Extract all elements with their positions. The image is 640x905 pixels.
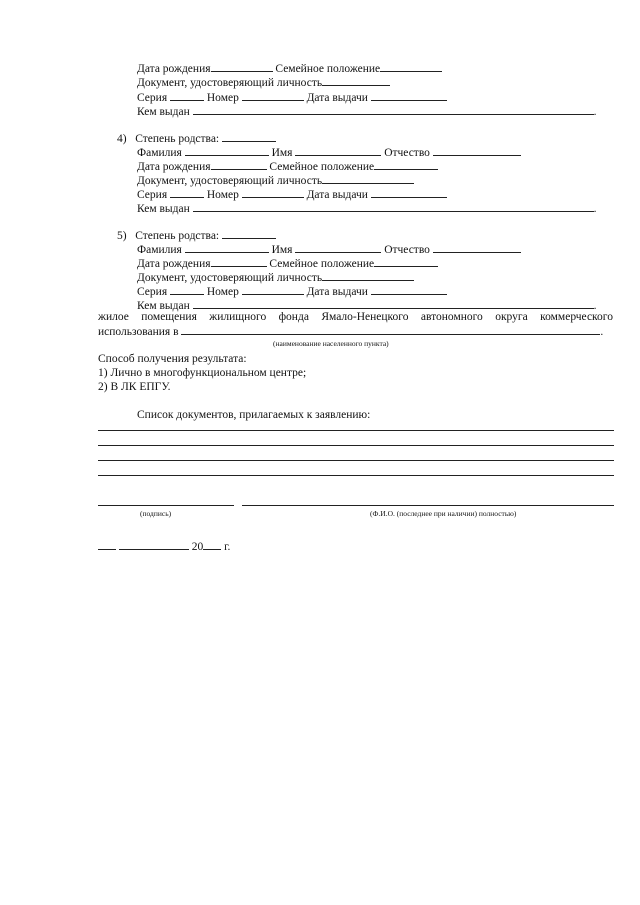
birth-date-label: Дата рождения (137, 63, 211, 75)
name-label: Имя (271, 147, 293, 159)
number-field[interactable] (242, 284, 304, 295)
section-5-name-row (137, 242, 521, 256)
result-heading: Способ получения результата: (98, 353, 247, 365)
marital-status-label: Семейное положение (269, 258, 375, 270)
number-label: Номер (206, 286, 239, 298)
section-5-birth-row (137, 256, 438, 270)
year-prefix: 20 (191, 541, 204, 553)
issued-by-field[interactable] (193, 104, 594, 115)
birth-date-row (137, 61, 442, 75)
series-label: Серия (137, 92, 168, 104)
result-option-mfc: 1) Лично в многофункциональном центре; (98, 367, 307, 379)
series-label: Серия (137, 286, 168, 298)
patronymic-label: Отчество (384, 147, 430, 159)
result-option-epgu: 2) В ЛК ЕПГУ. (98, 381, 171, 393)
series-label: Серия (137, 189, 168, 201)
marital-status-label: Семейное положение (269, 161, 375, 173)
signature-caption: (подпись) (140, 509, 172, 518)
relation-label: Степень родства: (135, 230, 220, 242)
issue-date-label: Дата выдачи (306, 189, 368, 201)
signature-line[interactable] (98, 505, 234, 506)
series-field[interactable] (170, 187, 204, 198)
settlement-caption: (наименование населенного пункта) (273, 339, 389, 348)
period: . (600, 326, 604, 338)
issued-by-label: Кем выдан (137, 300, 190, 312)
section-5-id-row (137, 270, 414, 284)
birth-date-label: Дата рождения (137, 161, 211, 173)
number-label: Номер (206, 189, 239, 201)
id-document-row (137, 75, 390, 89)
series-field[interactable] (170, 284, 204, 295)
full-name-line[interactable] (242, 505, 614, 506)
section-4-passport-row (137, 187, 447, 201)
surname-label: Фамилия (137, 244, 182, 256)
documents-line[interactable] (98, 460, 614, 461)
settlement-field[interactable] (181, 324, 600, 335)
section-number: 4) (117, 133, 127, 145)
issue-date-field[interactable] (371, 187, 447, 198)
series-field[interactable] (170, 90, 204, 101)
issued-by-label: Кем выдан (137, 203, 190, 215)
id-document-field[interactable] (322, 173, 414, 184)
section-4-issued-row (137, 201, 597, 215)
marital-status-field[interactable] (380, 61, 442, 72)
surname-field[interactable] (185, 242, 269, 253)
issue-date-field[interactable] (371, 284, 447, 295)
issued-by-row (137, 104, 597, 118)
issue-date-field[interactable] (371, 90, 447, 101)
relation-field[interactable] (222, 131, 276, 142)
birth-date-field[interactable] (211, 61, 273, 72)
number-field[interactable] (242, 90, 304, 101)
birth-date-field[interactable] (211, 159, 267, 170)
number-field[interactable] (242, 187, 304, 198)
premises-location-row (98, 324, 603, 338)
period: . (593, 106, 597, 118)
section-5-relation-row (117, 228, 276, 242)
issue-date-label: Дата выдачи (306, 286, 368, 298)
id-document-label: Документ, удостоверяющий личность (137, 175, 323, 187)
issue-date-label: Дата выдачи (306, 92, 368, 104)
section-4-id-row (137, 173, 414, 187)
date-row (98, 539, 230, 553)
year-field[interactable] (203, 539, 221, 550)
marital-status-field[interactable] (374, 159, 438, 170)
issued-by-label: Кем выдан (137, 106, 190, 118)
year-suffix: г. (224, 541, 231, 553)
period: . (593, 300, 597, 312)
section-4-relation-row (117, 131, 276, 145)
name-field[interactable] (295, 145, 381, 156)
patronymic-field[interactable] (433, 145, 521, 156)
issued-by-field[interactable] (193, 201, 594, 212)
section-5-passport-row (137, 284, 447, 298)
birth-date-label: Дата рождения (137, 258, 211, 270)
month-field[interactable] (119, 539, 189, 550)
day-field[interactable] (98, 539, 116, 550)
relation-label: Степень родства: (135, 133, 220, 145)
passport-row (137, 90, 447, 104)
documents-line[interactable] (98, 430, 614, 431)
full-name-caption: (Ф.И.О. (последнее при наличии) полностью) (370, 509, 517, 518)
id-document-field[interactable] (322, 270, 414, 281)
id-document-field[interactable] (322, 75, 390, 86)
documents-heading: Список документов, прилагаемых к заявлению: (137, 409, 371, 421)
documents-line[interactable] (98, 475, 614, 476)
surname-field[interactable] (185, 145, 269, 156)
documents-line[interactable] (98, 445, 614, 446)
name-label: Имя (271, 244, 293, 256)
patronymic-field[interactable] (433, 242, 521, 253)
period: . (593, 203, 597, 215)
id-document-label: Документ, удостоверяющий личность (137, 77, 323, 89)
marital-status-field[interactable] (374, 256, 438, 267)
relation-field[interactable] (222, 228, 276, 239)
id-document-label: Документ, удостоверяющий личность (137, 272, 323, 284)
number-label: Номер (206, 92, 239, 104)
issued-by-field[interactable] (193, 298, 594, 309)
marital-status-label: Семейное положение (275, 63, 381, 75)
name-field[interactable] (295, 242, 381, 253)
premises-location-prefix: использования в (98, 326, 179, 338)
patronymic-label: Отчество (384, 244, 430, 256)
section-number: 5) (117, 230, 127, 242)
section-4-name-row (137, 145, 521, 159)
surname-label: Фамилия (137, 147, 182, 159)
premises-text-line: жилое помещения жилищного фонда Ямало-Ненецкого автономного округа коммерческого (98, 311, 613, 323)
birth-date-field[interactable] (211, 256, 267, 267)
section-4-birth-row (137, 159, 438, 173)
